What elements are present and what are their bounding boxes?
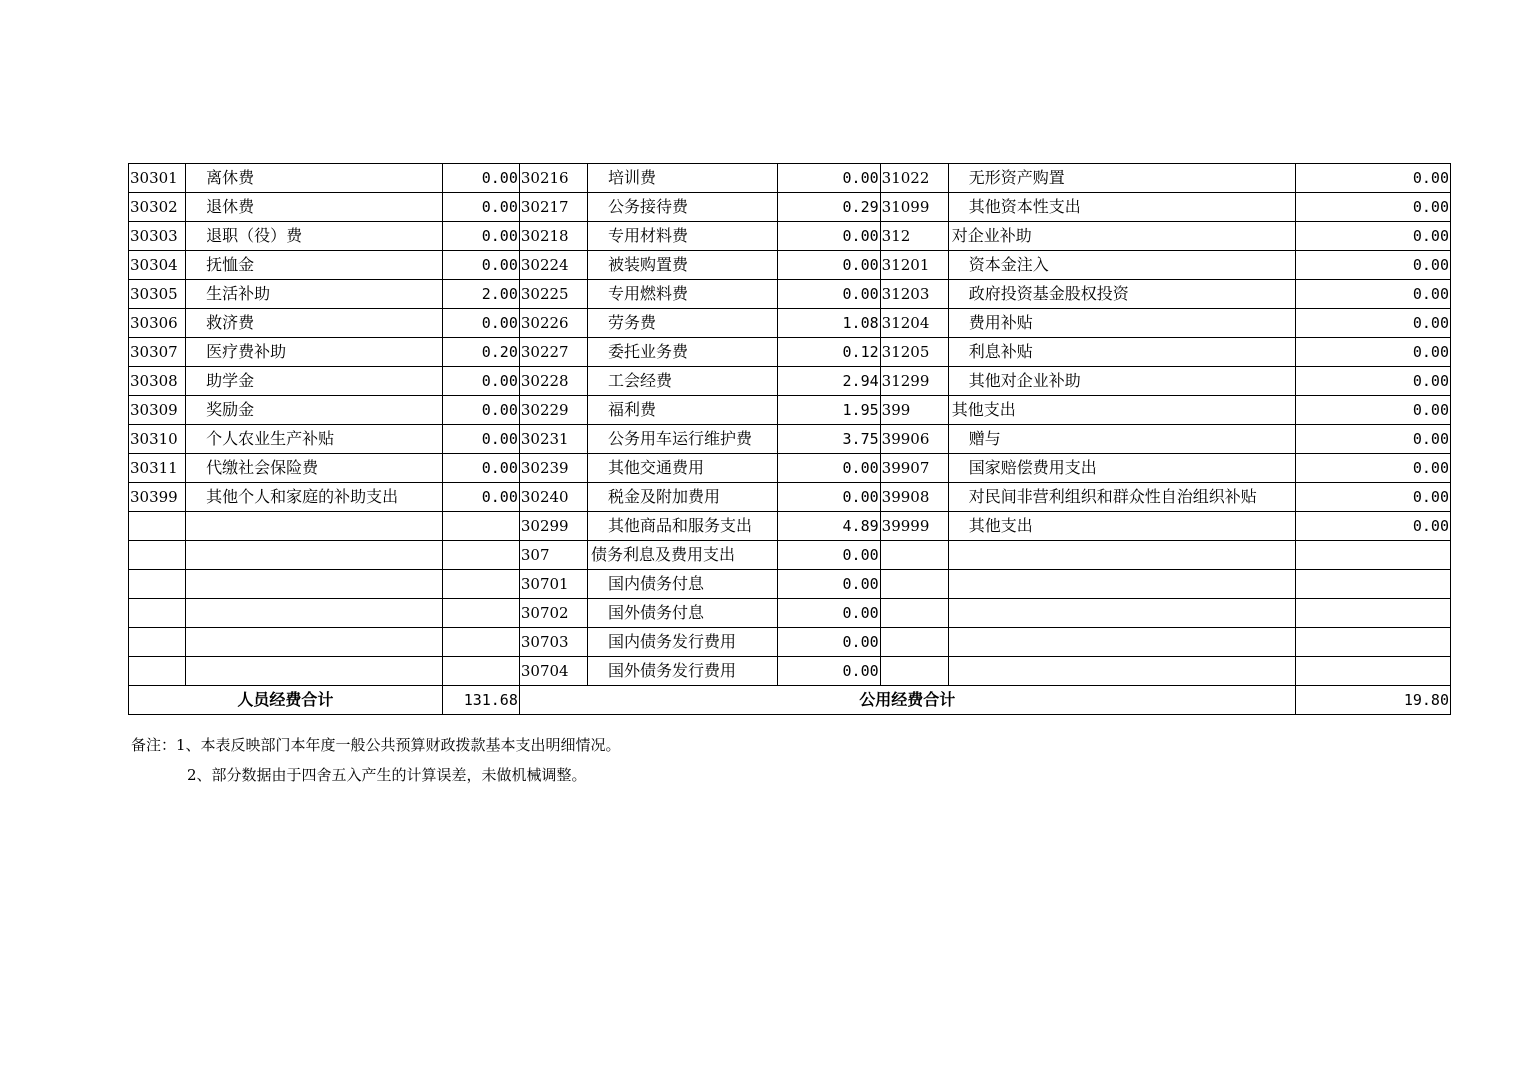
name-cell: 费用补贴 [948,309,1295,338]
code-cell: 312 [880,222,948,251]
name-cell: 其他商品和服务支出 [588,512,778,541]
amount-cell [1295,570,1450,599]
note-line-2: 2、部分数据由于四舍五入产生的计算误差，未做机械调整。 [187,766,587,784]
name-cell: 其他对企业补助 [948,367,1295,396]
amount-cell: 2.00 [442,280,519,309]
code-cell: 30225 [519,280,587,309]
code-cell: 31099 [880,193,948,222]
code-cell: 39906 [880,425,948,454]
code-cell: 30703 [519,628,587,657]
name-cell [186,657,443,686]
table-row [129,396,1451,425]
amount-cell: 0.00 [1295,425,1450,454]
code-cell [129,657,186,686]
amount-cell [442,512,519,541]
table-row [129,541,1451,570]
amount-cell: 0.00 [1295,483,1450,512]
name-cell: 国外债务发行费用 [588,657,778,686]
amount-cell: 0.00 [442,483,519,512]
code-cell: 30218 [519,222,587,251]
name-cell: 公务用车运行维护费 [588,425,778,454]
code-cell: 30240 [519,483,587,512]
amount-cell: 0.20 [442,338,519,367]
code-cell: 30305 [129,280,186,309]
amount-cell: 0.00 [442,251,519,280]
name-cell: 债务利息及费用支出 [588,541,778,570]
table-row [129,483,1451,512]
amount-cell: 0.00 [1295,164,1450,193]
name-cell: 利息补贴 [948,338,1295,367]
name-cell: 劳务费 [588,309,778,338]
personnel-total-value: 131.68 [442,686,519,715]
amount-cell [442,541,519,570]
amount-cell: 4.89 [778,512,880,541]
note-line-1: 备注：1、本表反映部门本年度一般公共预算财政拨款基本支出明细情况。 [131,736,621,754]
name-cell: 对企业补助 [948,222,1295,251]
code-cell: 30224 [519,251,587,280]
name-cell: 对民间非营利组织和群众性自治组织补贴 [948,483,1295,512]
amount-cell: 0.12 [778,338,880,367]
code-cell [880,657,948,686]
name-cell: 赠与 [948,425,1295,454]
amount-cell: 0.00 [778,657,880,686]
code-cell [880,570,948,599]
table-row [129,164,1451,193]
name-cell: 国内债务付息 [588,570,778,599]
name-cell: 离休费 [186,164,443,193]
table-row [129,338,1451,367]
name-cell: 助学金 [186,367,443,396]
code-cell: 30239 [519,454,587,483]
code-cell: 30702 [519,599,587,628]
personnel-total-label: 人员经费合计 [129,686,443,715]
expenditure-detail-table [128,163,1451,715]
amount-cell: 0.00 [442,309,519,338]
code-cell [880,541,948,570]
name-cell: 代缴社会保险费 [186,454,443,483]
amount-cell: 0.00 [442,454,519,483]
table-row [129,425,1451,454]
name-cell: 退休费 [186,193,443,222]
amount-cell: 1.08 [778,309,880,338]
amount-cell: 0.00 [442,193,519,222]
code-cell: 30306 [129,309,186,338]
amount-cell [442,657,519,686]
name-cell: 委托业务费 [588,338,778,367]
code-cell: 30231 [519,425,587,454]
name-cell: 国内债务发行费用 [588,628,778,657]
amount-cell: 0.00 [1295,193,1450,222]
amount-cell: 0.00 [778,280,880,309]
code-cell: 30226 [519,309,587,338]
name-cell: 专用燃料费 [588,280,778,309]
table-row [129,367,1451,396]
amount-cell: 0.00 [1295,512,1450,541]
name-cell [186,570,443,599]
name-cell: 国家赔偿费用支出 [948,454,1295,483]
code-cell [880,599,948,628]
table-row [129,599,1451,628]
name-cell: 国外债务付息 [588,599,778,628]
amount-cell: 0.00 [1295,454,1450,483]
amount-cell: 0.00 [1295,280,1450,309]
amount-cell: 0.00 [442,425,519,454]
name-cell: 奖励金 [186,396,443,425]
amount-cell: 0.00 [442,396,519,425]
code-cell: 30307 [129,338,186,367]
amount-cell: 0.00 [778,251,880,280]
code-cell: 30704 [519,657,587,686]
code-cell: 30216 [519,164,587,193]
code-cell: 30304 [129,251,186,280]
code-cell: 307 [519,541,587,570]
amount-cell [1295,657,1450,686]
code-cell: 30229 [519,396,587,425]
amount-cell: 0.00 [442,164,519,193]
code-cell: 31201 [880,251,948,280]
amount-cell: 0.00 [1295,222,1450,251]
amount-cell: 0.00 [1295,367,1450,396]
code-cell: 31203 [880,280,948,309]
name-cell: 其他支出 [948,396,1295,425]
amount-cell: 0.00 [778,222,880,251]
amount-cell: 0.29 [778,193,880,222]
table-row [129,193,1451,222]
code-cell: 31022 [880,164,948,193]
table-row [129,454,1451,483]
code-cell: 31204 [880,309,948,338]
amount-cell: 0.00 [1295,309,1450,338]
amount-cell: 0.00 [778,541,880,570]
totals-row [129,686,1451,715]
table-row [129,309,1451,338]
amount-cell: 0.00 [778,599,880,628]
name-cell: 抚恤金 [186,251,443,280]
table-body [129,164,1451,686]
code-cell: 30299 [519,512,587,541]
code-cell: 39999 [880,512,948,541]
name-cell [948,570,1295,599]
notes [131,730,621,790]
code-cell: 30308 [129,367,186,396]
name-cell [948,599,1295,628]
code-cell: 30399 [129,483,186,512]
amount-cell [442,570,519,599]
amount-cell [1295,599,1450,628]
table-row [129,280,1451,309]
table-row [129,222,1451,251]
expenditure-detail-table-container [128,163,1451,715]
code-cell [129,541,186,570]
amount-cell: 0.00 [1295,251,1450,280]
amount-cell [1295,541,1450,570]
name-cell: 救济费 [186,309,443,338]
name-cell: 福利费 [588,396,778,425]
code-cell: 39908 [880,483,948,512]
amount-cell: 0.00 [778,164,880,193]
table-row [129,251,1451,280]
name-cell [948,628,1295,657]
code-cell: 30217 [519,193,587,222]
amount-cell [1295,628,1450,657]
name-cell: 培训费 [588,164,778,193]
table-row [129,657,1451,686]
name-cell: 其他个人和家庭的补助支出 [186,483,443,512]
code-cell [129,599,186,628]
table-row [129,570,1451,599]
amount-cell: 0.00 [442,367,519,396]
code-cell: 30309 [129,396,186,425]
code-cell [129,628,186,657]
name-cell: 无形资产购置 [948,164,1295,193]
code-cell: 30310 [129,425,186,454]
amount-cell: 3.75 [778,425,880,454]
amount-cell: 0.00 [778,454,880,483]
code-cell: 31205 [880,338,948,367]
code-cell [129,570,186,599]
table-row [129,628,1451,657]
amount-cell: 0.00 [778,483,880,512]
name-cell [948,541,1295,570]
name-cell: 生活补助 [186,280,443,309]
name-cell [186,599,443,628]
name-cell: 被装购置费 [588,251,778,280]
amount-cell [442,599,519,628]
code-cell: 30303 [129,222,186,251]
name-cell: 个人农业生产补贴 [186,425,443,454]
name-cell: 公务接待费 [588,193,778,222]
name-cell: 税金及附加费用 [588,483,778,512]
name-cell [186,512,443,541]
code-cell: 31299 [880,367,948,396]
amount-cell: 0.00 [1295,396,1450,425]
name-cell: 工会经费 [588,367,778,396]
code-cell: 30228 [519,367,587,396]
table-row [129,512,1451,541]
amount-cell: 0.00 [442,222,519,251]
name-cell: 其他资本性支出 [948,193,1295,222]
code-cell [129,512,186,541]
public-total-label: 公用经费合计 [519,686,1295,715]
amount-cell [442,628,519,657]
name-cell: 资本金注入 [948,251,1295,280]
public-total-value: 19.80 [1295,686,1450,715]
name-cell: 退职（役）费 [186,222,443,251]
name-cell: 其他支出 [948,512,1295,541]
code-cell: 39907 [880,454,948,483]
code-cell: 30701 [519,570,587,599]
name-cell [948,657,1295,686]
name-cell: 医疗费补助 [186,338,443,367]
amount-cell: 2.94 [778,367,880,396]
name-cell: 其他交通费用 [588,454,778,483]
code-cell: 30302 [129,193,186,222]
amount-cell: 0.00 [778,570,880,599]
code-cell: 30301 [129,164,186,193]
name-cell: 专用材料费 [588,222,778,251]
name-cell [186,541,443,570]
code-cell: 399 [880,396,948,425]
amount-cell: 0.00 [1295,338,1450,367]
name-cell [186,628,443,657]
code-cell [880,628,948,657]
code-cell: 30227 [519,338,587,367]
amount-cell: 1.95 [778,396,880,425]
code-cell: 30311 [129,454,186,483]
name-cell: 政府投资基金股权投资 [948,280,1295,309]
amount-cell: 0.00 [778,628,880,657]
